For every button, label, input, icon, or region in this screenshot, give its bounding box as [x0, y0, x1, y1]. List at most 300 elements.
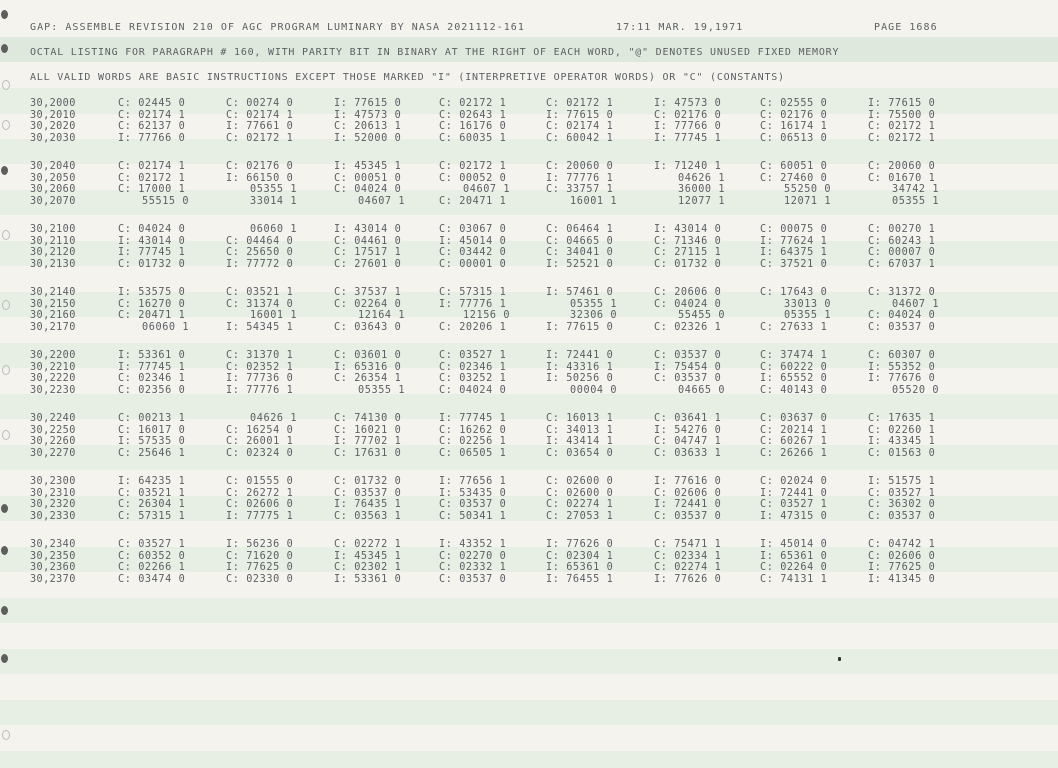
memory-address: 30,2030	[30, 132, 76, 144]
octal-word: C: 02256 1	[439, 436, 507, 447]
memory-address: 30,2000	[30, 98, 76, 109]
octal-word: 04607 1	[358, 195, 406, 207]
feed-hole	[2, 730, 10, 740]
octal-word: C: 02606 0	[868, 550, 936, 562]
octal-word: 04607 1	[892, 298, 940, 310]
octal-word: I: 54345 1	[226, 321, 294, 333]
octal-word: C: 02174 1	[226, 109, 294, 121]
octal-word: I: 57535 0	[118, 436, 186, 447]
octal-word: C: 03637 0	[760, 413, 828, 424]
memory-address: 30,2010	[30, 109, 76, 121]
octal-word: C: 26266 1	[760, 447, 828, 459]
octal-word: C: 31370 1	[226, 350, 294, 361]
octal-word: I: 43352 1	[439, 539, 507, 550]
octal-word: I: 43014 0	[334, 224, 402, 235]
octal-word: C: 02174 1	[118, 109, 186, 121]
octal-word: C: 02176 0	[760, 109, 828, 121]
octal-word: C: 60307 0	[868, 350, 936, 361]
octal-word: I: 77615 0	[546, 109, 614, 121]
octal-word: 33013 0	[784, 298, 832, 310]
octal-word: C: 03527 1	[118, 539, 186, 550]
octal-word: C: 02176 0	[654, 109, 722, 121]
octal-word: C: 31374 0	[226, 298, 294, 310]
octal-word: C: 02174 1	[118, 161, 186, 172]
octal-word: C: 74131 1	[760, 573, 828, 585]
octal-word: C: 02304 1	[546, 550, 614, 562]
octal-word: C: 01732 0	[334, 476, 402, 487]
octal-word: C: 03442 0	[439, 247, 507, 258]
paper-band	[0, 751, 1058, 768]
octal-word: C: 62137 0	[118, 121, 186, 132]
octal-word: 05355 1	[784, 310, 832, 321]
octal-word: C: 03537 0	[654, 373, 722, 384]
memory-address: 30,2140	[30, 287, 76, 298]
octal-word: C: 01563 0	[868, 447, 936, 459]
octal-word: I: 66150 0	[226, 172, 294, 184]
octal-word: C: 03601 0	[334, 350, 402, 361]
feed-hole	[2, 120, 10, 130]
memory-address: 30,2350	[30, 550, 76, 562]
octal-word: 04665 0	[678, 384, 726, 396]
octal-word: C: 20471 1	[118, 310, 186, 321]
octal-word: I: 54276 0	[654, 424, 722, 436]
octal-word: C: 25650 0	[226, 247, 294, 258]
octal-word: C: 03537 0	[439, 573, 507, 585]
octal-word: C: 02600 0	[546, 487, 614, 499]
octal-word: 04626 1	[678, 172, 726, 184]
octal-word: C: 02172 1	[118, 172, 186, 184]
octal-word: I: 47573 0	[334, 109, 402, 121]
octal-word: I: 65361 0	[546, 562, 614, 573]
octal-word: C: 40143 0	[760, 384, 828, 396]
octal-word: I: 77615 0	[868, 98, 936, 109]
octal-word: C: 02264 0	[760, 562, 828, 573]
octal-word: I: 77745 1	[118, 247, 186, 258]
octal-word: I: 77776 1	[439, 298, 507, 310]
feed-hole	[1, 504, 8, 513]
memory-address: 30,2050	[30, 172, 76, 184]
octal-word: C: 71620 0	[226, 550, 294, 562]
memory-address: 30,2210	[30, 361, 76, 373]
feed-hole	[2, 365, 10, 375]
octal-word: I: 77616 0	[654, 476, 722, 487]
octal-word: C: 17000 1	[118, 184, 186, 195]
octal-word: C: 00007 0	[868, 247, 936, 258]
octal-word: C: 03641 1	[654, 413, 722, 424]
stray-mark	[838, 657, 841, 661]
octal-word: I: 55352 0	[868, 361, 936, 373]
octal-word: C: 33757 1	[546, 184, 614, 195]
octal-word: 12164 1	[358, 310, 406, 321]
octal-word: C: 17517 1	[334, 247, 402, 258]
octal-word: I: 45345 1	[334, 550, 402, 562]
octal-word: I: 77772 0	[226, 258, 294, 270]
octal-word: C: 00270 1	[868, 224, 936, 235]
octal-word: I: 53575 0	[118, 287, 186, 298]
octal-word: 05355 1	[358, 384, 406, 396]
listing-legend: ALL VALID WORDS ARE BASIC INSTRUCTIONS EXCEPT THOSE MARKED "I" (INTERPRETIVE OPERATOR WORDS) OR "C" (CONSTANTS)	[30, 72, 785, 83]
octal-word: C: 01732 0	[118, 258, 186, 270]
octal-word: 05355 1	[892, 195, 940, 207]
octal-word: C: 03252 1	[439, 373, 507, 384]
octal-word: C: 17643 0	[760, 287, 828, 298]
octal-word: I: 52000 0	[334, 132, 402, 144]
octal-word: C: 20471 1	[439, 195, 507, 207]
memory-address: 30,2170	[30, 321, 76, 333]
octal-word: I: 77626 0	[654, 573, 722, 585]
memory-address: 30,2070	[30, 195, 76, 207]
octal-word: C: 00075 0	[760, 224, 828, 235]
octal-word: C: 31372 0	[868, 287, 936, 298]
octal-word: C: 04024 0	[118, 224, 186, 235]
octal-word: I: 57461 0	[546, 287, 614, 298]
octal-word: C: 16017 0	[118, 424, 186, 436]
memory-address: 30,2260	[30, 436, 76, 447]
octal-word: 12077 1	[678, 195, 726, 207]
octal-word: I: 75500 0	[868, 109, 936, 121]
octal-word: C: 04024 0	[334, 184, 402, 195]
octal-word: C: 00001 0	[439, 258, 507, 270]
octal-word: C: 02346 1	[118, 373, 186, 384]
octal-word: I: 43014 0	[654, 224, 722, 235]
octal-word: I: 53361 0	[334, 573, 402, 585]
memory-address: 30,2150	[30, 298, 76, 310]
octal-word: I: 43316 1	[546, 361, 614, 373]
octal-word: I: 45014 0	[760, 539, 828, 550]
octal-word: C: 37521 0	[760, 258, 828, 270]
octal-word: C: 20613 1	[334, 121, 402, 132]
octal-word: C: 02270 0	[439, 550, 507, 562]
octal-word: C: 03474 0	[118, 573, 186, 585]
octal-word: C: 25646 1	[118, 447, 186, 459]
octal-word: C: 02334 1	[654, 550, 722, 562]
octal-word: C: 01732 0	[654, 258, 722, 270]
octal-word: C: 01555 0	[226, 476, 294, 487]
octal-word: C: 03527 1	[439, 350, 507, 361]
memory-address: 30,2370	[30, 573, 76, 585]
octal-word: I: 77745 1	[439, 413, 507, 424]
feed-hole	[1, 166, 8, 175]
feed-hole	[2, 300, 10, 310]
octal-word: C: 75471 1	[654, 539, 722, 550]
memory-address: 30,2200	[30, 350, 76, 361]
octal-word: C: 16262 0	[439, 424, 507, 436]
octal-word: I: 71240 1	[654, 161, 722, 172]
memory-address: 30,2220	[30, 373, 76, 384]
octal-word: I: 65361 0	[760, 550, 828, 562]
octal-word: C: 60222 0	[760, 361, 828, 373]
octal-word: C: 03527 1	[760, 499, 828, 510]
octal-word: C: 60352 0	[118, 550, 186, 562]
octal-word: I: 77625 0	[226, 562, 294, 573]
octal-word: I: 72441 0	[760, 487, 828, 499]
octal-word: C: 16013 1	[546, 413, 614, 424]
octal-word: C: 02172 1	[868, 132, 936, 144]
octal-word: C: 02643 1	[439, 109, 507, 121]
octal-word: C: 60243 1	[868, 235, 936, 247]
octal-word: I: 50256 0	[546, 373, 614, 384]
octal-word: C: 03067 0	[439, 224, 507, 235]
octal-word: C: 02172 1	[439, 161, 507, 172]
octal-word: I: 65552 0	[760, 373, 828, 384]
octal-word: I: 43345 1	[868, 436, 936, 447]
octal-word: C: 02024 0	[760, 476, 828, 487]
memory-address: 30,2310	[30, 487, 76, 499]
octal-word: C: 03563 1	[334, 510, 402, 522]
octal-word: I: 77661 0	[226, 121, 294, 132]
octal-word: C: 36302 0	[868, 499, 936, 510]
octal-word: C: 67037 1	[868, 258, 936, 270]
octal-word: C: 02172 1	[546, 98, 614, 109]
octal-word: C: 00052 0	[439, 172, 507, 184]
octal-word: C: 17635 1	[868, 413, 936, 424]
feed-hole	[1, 606, 8, 615]
memory-address: 30,2340	[30, 539, 76, 550]
memory-address: 30,2160	[30, 310, 76, 321]
octal-word: I: 77615 0	[334, 98, 402, 109]
octal-word: C: 16270 0	[118, 298, 186, 310]
octal-word: C: 04665 0	[546, 235, 614, 247]
memory-address: 30,2100	[30, 224, 76, 235]
octal-word: I: 51575 1	[868, 476, 936, 487]
octal-word: C: 02264 0	[334, 298, 402, 310]
octal-word: I: 53435 0	[439, 487, 507, 499]
octal-word: C: 04024 0	[868, 310, 936, 321]
octal-word: C: 04024 0	[654, 298, 722, 310]
octal-word: C: 57315 1	[118, 510, 186, 522]
memory-address: 30,2270	[30, 447, 76, 459]
memory-address: 30,2060	[30, 184, 76, 195]
octal-word: 32306 0	[570, 310, 618, 321]
octal-word: C: 03537 0	[334, 487, 402, 499]
feed-hole	[2, 430, 10, 440]
print-timestamp: 17:11 MAR. 19,1971	[616, 22, 744, 33]
octal-word: I: 47573 0	[654, 98, 722, 109]
memory-address: 30,2040	[30, 161, 76, 172]
octal-word: C: 04742 1	[868, 539, 936, 550]
octal-word: I: 77736 0	[226, 373, 294, 384]
octal-word: C: 02555 0	[760, 98, 828, 109]
octal-word: C: 20214 1	[760, 424, 828, 436]
octal-word: I: 77745 1	[118, 361, 186, 373]
octal-word: C: 16254 0	[226, 424, 294, 436]
feed-hole	[1, 10, 8, 19]
octal-word: I: 77702 1	[334, 436, 402, 447]
octal-word: C: 16174 1	[760, 121, 828, 132]
octal-word: I: 77766 0	[118, 132, 186, 144]
octal-word: 55250 0	[784, 184, 832, 195]
octal-word: C: 02274 1	[546, 499, 614, 510]
octal-word: C: 03537 0	[654, 350, 722, 361]
octal-word: C: 26304 1	[118, 499, 186, 510]
octal-word: C: 04024 0	[439, 384, 507, 396]
memory-address: 30,2240	[30, 413, 76, 424]
octal-word: C: 00274 0	[226, 98, 294, 109]
octal-word: C: 60267 1	[760, 436, 828, 447]
octal-word: C: 02274 1	[654, 562, 722, 573]
octal-word: C: 06505 1	[439, 447, 507, 459]
octal-word: C: 02352 1	[226, 361, 294, 373]
octal-word: I: 43014 0	[118, 235, 186, 247]
octal-word: C: 02330 0	[226, 573, 294, 585]
octal-word: C: 37537 1	[334, 287, 402, 298]
octal-word: C: 50341 1	[439, 510, 507, 522]
feed-hole	[2, 230, 10, 240]
octal-word: 06060 1	[250, 224, 298, 235]
octal-word: C: 26001 1	[226, 436, 294, 447]
octal-word: I: 76455 1	[546, 573, 614, 585]
memory-address: 30,2300	[30, 476, 76, 487]
feed-hole	[2, 80, 10, 90]
octal-word: C: 02324 0	[226, 447, 294, 459]
octal-word: I: 72441 0	[654, 499, 722, 510]
octal-word: I: 77775 1	[226, 510, 294, 522]
octal-word: I: 77776 1	[226, 384, 294, 396]
octal-word: I: 77624 1	[760, 235, 828, 247]
paper-band	[0, 598, 1058, 623]
octal-word: C: 27053 1	[546, 510, 614, 522]
octal-word: C: 02272 1	[334, 539, 402, 550]
octal-word: C: 03527 1	[868, 487, 936, 499]
octal-word: I: 45345 1	[334, 161, 402, 172]
octal-word: C: 16176 0	[439, 121, 507, 132]
octal-word: C: 26272 1	[226, 487, 294, 499]
octal-word: I: 77656 1	[439, 476, 507, 487]
octal-word: C: 02606 0	[654, 487, 722, 499]
memory-address: 30,2110	[30, 235, 76, 247]
octal-word: C: 34041 0	[546, 247, 614, 258]
octal-word: I: 45014 0	[439, 235, 507, 247]
octal-word: C: 02172 1	[868, 121, 936, 132]
octal-word: 05355 1	[570, 298, 618, 310]
octal-word: I: 77766 0	[654, 121, 722, 132]
octal-word: C: 02326 1	[654, 321, 722, 333]
octal-word: C: 04747 1	[654, 436, 722, 447]
octal-word: C: 02172 1	[226, 132, 294, 144]
memory-address: 30,2250	[30, 424, 76, 436]
octal-word: I: 75454 0	[654, 361, 722, 373]
octal-word: C: 02302 1	[334, 562, 402, 573]
octal-word: C: 71346 0	[654, 235, 722, 247]
memory-address: 30,2120	[30, 247, 76, 258]
octal-word: C: 00051 0	[334, 172, 402, 184]
octal-word: 55455 0	[678, 310, 726, 321]
octal-word: 12156 0	[463, 310, 511, 321]
octal-word: C: 27601 0	[334, 258, 402, 270]
octal-word: 16001 1	[570, 195, 618, 207]
octal-word: C: 27460 0	[760, 172, 828, 184]
octal-word: 04607 1	[463, 184, 511, 195]
memory-address: 30,2130	[30, 258, 76, 270]
octal-word: I: 77745 1	[654, 132, 722, 144]
memory-address: 30,2330	[30, 510, 76, 522]
octal-word: I: 41345 0	[868, 573, 936, 585]
octal-word: C: 06464 1	[546, 224, 614, 235]
octal-word: C: 03537 0	[439, 499, 507, 510]
octal-word: C: 02606 0	[226, 499, 294, 510]
program-title: GAP: ASSEMBLE REVISION 210 OF AGC PROGRAM LUMINARY BY NASA 2021112-161	[30, 22, 525, 33]
page-number: PAGE 1686	[874, 22, 938, 33]
octal-word: C: 02445 0	[118, 98, 186, 109]
octal-word: I: 76435 1	[334, 499, 402, 510]
octal-word: I: 77625 0	[868, 562, 936, 573]
octal-word: C: 03521 1	[226, 287, 294, 298]
octal-word: C: 02172 1	[439, 98, 507, 109]
octal-word: 05355 1	[250, 184, 298, 195]
octal-word: 00004 0	[570, 384, 618, 396]
octal-word: I: 64235 1	[118, 476, 186, 487]
octal-word: C: 02600 0	[546, 476, 614, 487]
octal-word: C: 04461 0	[334, 235, 402, 247]
octal-word: C: 60035 1	[439, 132, 507, 144]
octal-word: C: 34013 1	[546, 424, 614, 436]
octal-word: I: 64375 1	[760, 247, 828, 258]
octal-word: I: 56236 0	[226, 539, 294, 550]
octal-word: I: 77626 0	[546, 539, 614, 550]
octal-word: 36000 1	[678, 184, 726, 195]
octal-word: I: 72441 0	[546, 350, 614, 361]
octal-word: C: 02176 0	[226, 161, 294, 172]
octal-word: 34742 1	[892, 184, 940, 195]
paper-band	[0, 649, 1058, 674]
octal-word: 16001 1	[250, 310, 298, 321]
octal-word: C: 20206 1	[439, 321, 507, 333]
octal-word: C: 16021 0	[334, 424, 402, 436]
octal-word: C: 06513 0	[760, 132, 828, 144]
octal-word: C: 02332 1	[439, 562, 507, 573]
octal-word: 33014 1	[250, 195, 298, 207]
octal-word: C: 26354 1	[334, 373, 402, 384]
octal-word: C: 03654 0	[546, 447, 614, 459]
octal-word: C: 02266 1	[118, 562, 186, 573]
memory-address: 30,2320	[30, 499, 76, 510]
octal-word: C: 01670 1	[868, 172, 936, 184]
octal-word: 55515 0	[142, 195, 190, 207]
memory-address: 30,2230	[30, 384, 76, 396]
octal-word: C: 02356 0	[118, 384, 186, 396]
octal-word: 12071 1	[784, 195, 832, 207]
octal-word: C: 03633 1	[654, 447, 722, 459]
octal-word: C: 57315 1	[439, 287, 507, 298]
octal-word: I: 77776 1	[546, 172, 614, 184]
octal-word: C: 02174 1	[546, 121, 614, 132]
octal-word: C: 20060 0	[868, 161, 936, 172]
octal-word: C: 60051 0	[760, 161, 828, 172]
octal-word: 04626 1	[250, 413, 298, 424]
octal-word: C: 02260 1	[868, 424, 936, 436]
feed-hole	[1, 654, 8, 663]
octal-word: I: 47315 0	[760, 510, 828, 522]
octal-word: I: 53361 0	[118, 350, 186, 361]
octal-word: C: 74130 0	[334, 413, 402, 424]
octal-word: C: 37474 1	[760, 350, 828, 361]
octal-word: C: 00213 1	[118, 413, 186, 424]
paper-band	[0, 700, 1058, 725]
octal-word: C: 03643 0	[334, 321, 402, 333]
feed-hole	[1, 546, 8, 555]
octal-word: C: 20060 0	[546, 161, 614, 172]
octal-word: C: 03537 0	[868, 510, 936, 522]
memory-address: 30,2360	[30, 562, 76, 573]
octal-word: C: 27633 1	[760, 321, 828, 333]
octal-word: I: 65316 0	[334, 361, 402, 373]
octal-word: I: 77615 0	[546, 321, 614, 333]
octal-word: C: 03521 1	[118, 487, 186, 499]
octal-word: C: 17631 0	[334, 447, 402, 459]
feed-hole	[1, 44, 8, 53]
octal-word: C: 03537 0	[654, 510, 722, 522]
octal-word: I: 43414 1	[546, 436, 614, 447]
